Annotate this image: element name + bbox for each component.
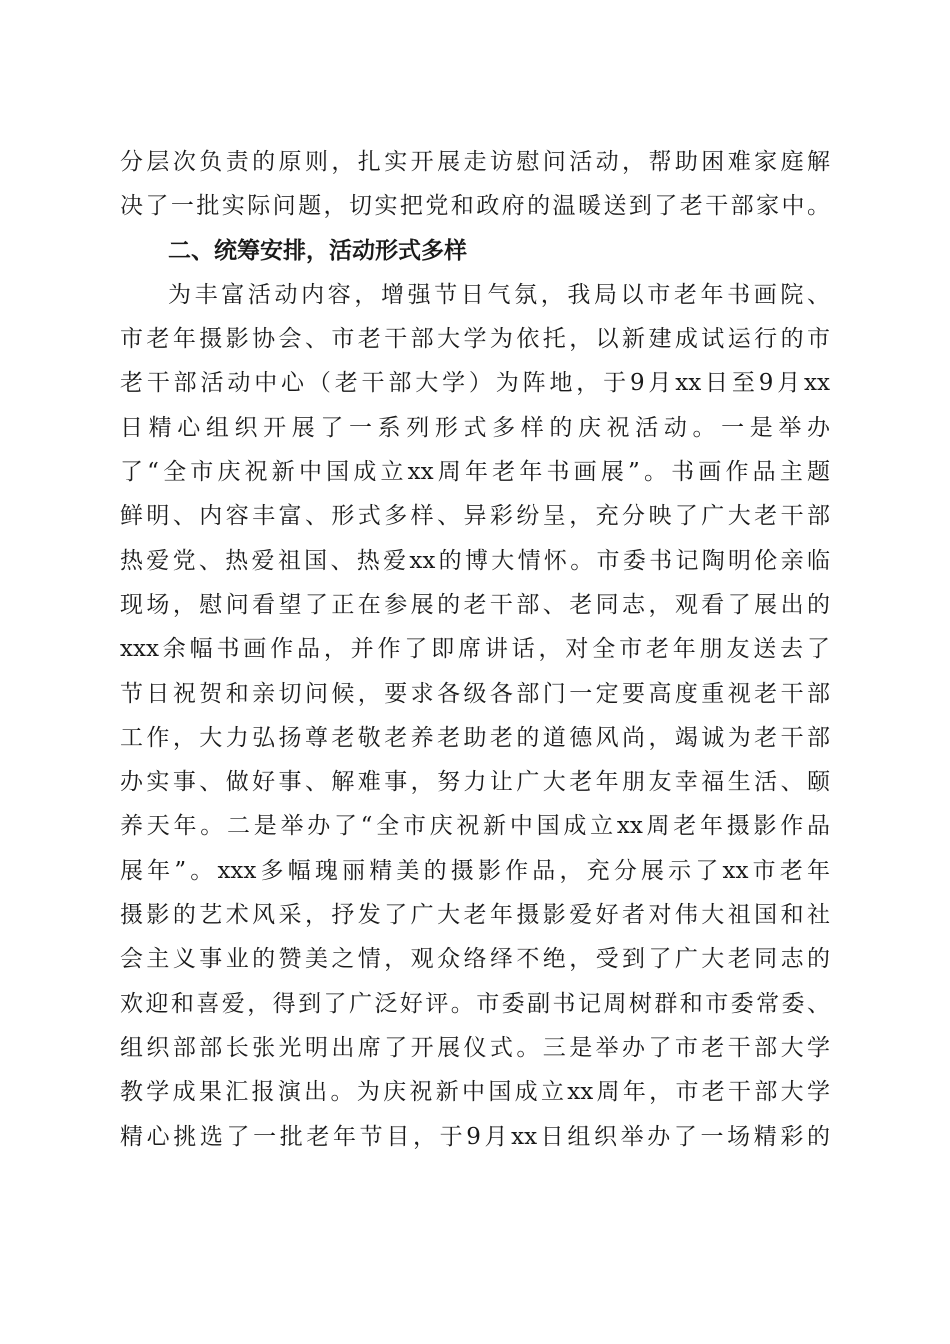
text-line: 了“全市庆祝新中国成立xx周年老年书画展”。书画作品主题 xyxy=(120,459,830,486)
text-line: 摄影的艺术风采，抒发了广大老年摄影爱好者对伟大祖国和社 xyxy=(120,902,830,929)
text-line: 组织部部长张光明出席了开展仪式。三是举办了市老干部大学 xyxy=(120,1034,830,1061)
text-line: 为丰富活动内容，增强节日气氛，我局以市老年书画院、 xyxy=(168,281,830,308)
text-line: 日精心组织开展了一系列形式多样的庆祝活动。一是举办 xyxy=(120,414,830,441)
document-body xyxy=(120,140,830,1159)
text-line: 热爱党、热爱祖国、热爱xx的博大情怀。市委书记陶明伦亲临 xyxy=(120,547,830,574)
text-line: 分层次负责的原则，扎实开展走访慰问活动，帮助困难家庭解 xyxy=(120,149,830,175)
text-line: 精心挑选了一批老年节目，于9月xx日组织举办了一场精彩的 xyxy=(120,1123,830,1150)
text-line: 教学成果汇报演出。为庆祝新中国成立xx周年，市老干部大学 xyxy=(120,1079,830,1106)
text-line: 工作，大力弘扬尊老敬老养老助老的道德风尚，竭诚为老干部 xyxy=(120,724,830,751)
text-line: xxx余幅书画作品，并作了即席讲话，对全市老年朋友送去了 xyxy=(120,636,830,663)
text-line: 决了一批实际问题，切实把党和政府的温暖送到了老干部家中。 xyxy=(120,193,830,220)
text-line: 养天年。二是举办了“全市庆祝新中国成立xx周老年摄影作品 xyxy=(120,813,830,840)
text-line: 节日祝贺和亲切问候，要求各级各部门一定要高度重视老干部 xyxy=(120,680,830,707)
text-line: 办实事、做好事、解难事，努力让广大老年朋友幸福生活、颐 xyxy=(120,769,830,796)
section-heading: 二、统筹安排，活动形式多样 xyxy=(168,237,467,264)
text-line: 欢迎和喜爱，得到了广泛好评。市委副书记周树群和市委常委、 xyxy=(120,990,830,1017)
text-line: 老干部活动中心（老干部大学）为阵地，于9月xx日至9月xx xyxy=(120,370,830,397)
text-line: 展年”。xxx多幅瑰丽精美的摄影作品，充分展示了xx市老年 xyxy=(120,857,830,884)
text-line: 现场，慰问看望了正在参展的老干部、老同志，观看了展出的 xyxy=(120,591,830,618)
text-line: 市老年摄影协会、市老干部大学为依托，以新建成试运行的市 xyxy=(120,326,830,353)
text-line: 会主义事业的赞美之情，观众络绎不绝，受到了广大老同志的 xyxy=(120,946,830,973)
text-line: 鲜明、内容丰富、形式多样、异彩纷呈，充分映了广大老干部 xyxy=(120,503,830,530)
